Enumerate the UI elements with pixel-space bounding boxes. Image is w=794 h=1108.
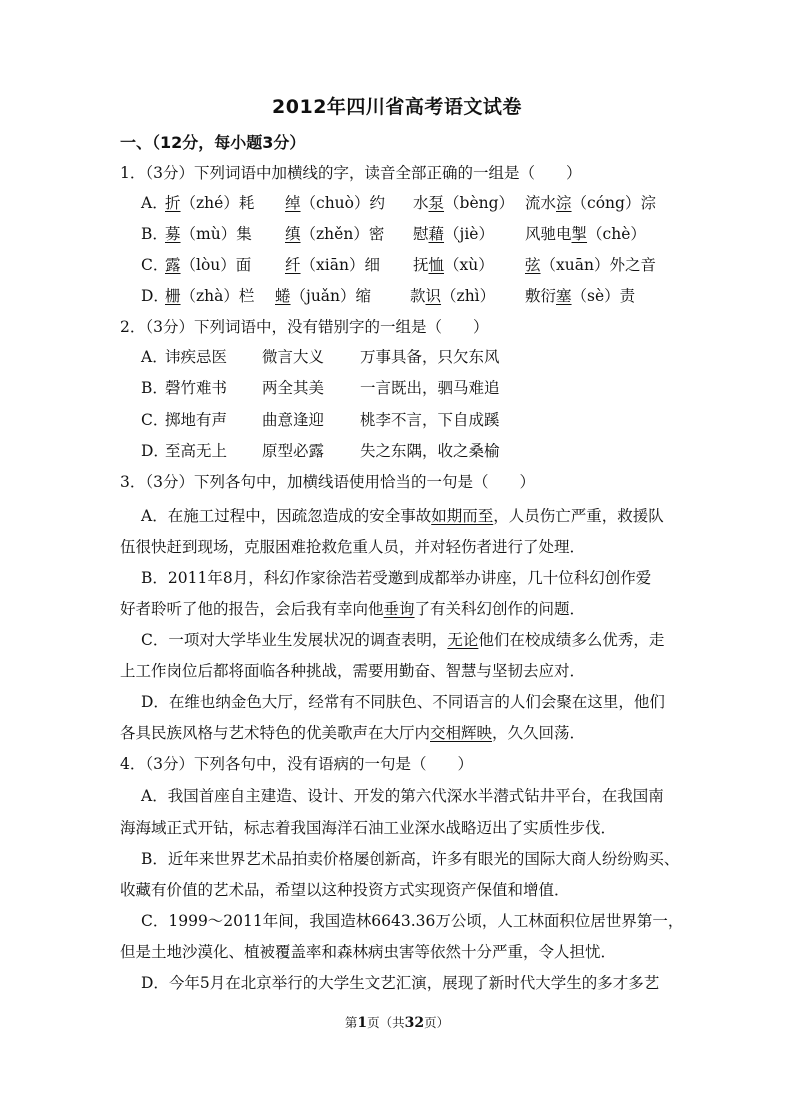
q2-d-word-2: 原型必露	[262, 442, 325, 460]
q2-b-word-3: 一言既出，驷马难追	[360, 379, 500, 397]
q2-c-word-3: 桃李不言，下自成蹊	[360, 411, 500, 429]
q4-option-b-line-1: B．近年来世界艺术品拍卖价格屡创新高，许多有眼光的国际大商人纷纷购买、	[141, 850, 680, 868]
q1-a-word-4: 流水淙（cóng）淙	[525, 194, 656, 212]
q3-option-b-line-1: B．2011年8月，科幻作家徐浩若受邀到成都举办讲座，几十位科幻创作爱	[141, 569, 652, 587]
q4-option-c-line-2: 但是土地沙漠化、植被覆盖率和森林病虫害等依然十分严重，令人担忧．	[120, 943, 617, 961]
q1-d-word-3: 款识（zhì）	[410, 287, 496, 305]
option-label: B．	[141, 225, 168, 243]
current-page-number: 1	[357, 1015, 368, 1031]
q1-a-word-3: 水泵（bèng）	[413, 194, 515, 212]
q3-option-d-line-2: 各具民族风格与艺术特色的优美歌声在大厅内交相辉映，久久回荡．	[120, 724, 586, 742]
option-label: D．	[141, 287, 169, 305]
q1-c-word-3: 抚恤（xù）	[413, 256, 494, 274]
q2-d-word-1: 至高无上	[165, 442, 228, 460]
q3-option-a-line-1: A．在施工过程中，因疏忽造成的安全事故如期而至，人员伤亡严重，救援队	[141, 507, 664, 525]
page-title: 2012年四川省高考语文试卷	[272, 96, 522, 118]
q4-option-a-line-1: A．我国首座自主建造、设计、开发的第六代深水半潜式钻井平台，在我国南	[141, 787, 664, 805]
q1-b-word-3: 慰藉（jiè）	[413, 225, 494, 243]
option-label: B．	[141, 379, 168, 397]
q3-option-c-line-1: C．一项对大学毕业生发展状况的调查表明，无论他们在校成绩多么优秀，走	[141, 631, 665, 649]
q1-a-word-2: 绰（chuò）约	[285, 194, 385, 212]
q1-d-word-1: 栅（zhà）栏	[165, 287, 255, 305]
q3-option-a-line-2: 伍很快赶到现场，克服困难抢救危重人员，并对轻伤者进行了处理．	[120, 538, 586, 556]
q2-a-word-3: 万事具备，只欠东风	[360, 348, 500, 366]
q2-b-word-1: 磬竹难书	[165, 379, 228, 397]
q1-d-word-4: 敷衍塞（sè）责	[525, 287, 636, 305]
q4-option-b-line-2: 收藏有价值的艺术品，希望以这种投资方式实现资产保值和增值．	[120, 881, 570, 899]
option-label: C．	[141, 411, 169, 429]
q4-option-a-line-2: 海海域正式开钻，标志着我国海洋石油工业深水战略迈出了实质性步伐．	[120, 819, 617, 837]
q4-option-c-line-1: C．1999～2011年间，我国造林6643.36万公顷，人工林面积位居世界第一，	[141, 912, 684, 930]
option-label: D．	[141, 442, 169, 460]
q1-b-word-1: 募（mù）集	[165, 225, 252, 243]
q2-c-word-1: 掷地有声	[165, 411, 228, 429]
question-1-stem: 1．（3分）下列词语中加横线的字，读音全部正确的一组是（ ）	[120, 164, 582, 182]
q4-option-d-line-1: D．今年5月在北京举行的大学生文艺汇演，展现了新时代大学生的多才多艺	[141, 974, 660, 992]
q2-a-word-1: 讳疾忌医	[165, 348, 228, 366]
page-footer: 第1页（共32页）	[344, 1015, 450, 1031]
section-heading: 一、（12分，每小题3分）	[120, 133, 306, 152]
q2-b-word-2: 两全其美	[262, 379, 325, 397]
q1-c-word-1: 露（lòu）面	[165, 256, 252, 274]
q3-option-b-line-2: 好者聆听了他的报告，会后我有幸向他垂询了有关科幻创作的问题．	[120, 600, 586, 618]
q1-d-word-2: 蜷（juǎn）缩	[275, 287, 372, 305]
q2-a-word-2: 微言大义	[262, 348, 325, 366]
question-3-stem: 3．（3分）下列各句中，加横线语使用恰当的一句是（ ）	[120, 473, 535, 491]
q1-c-word-4: 弦（xuān）外之音	[525, 256, 656, 274]
q2-c-word-2: 曲意逢迎	[262, 411, 325, 429]
q2-d-word-3: 失之东隅，收之桑榆	[360, 442, 500, 460]
option-label: A．	[141, 348, 168, 366]
q1-c-word-2: 纤（xiān）细	[285, 256, 380, 274]
option-label: A．	[141, 194, 168, 212]
question-4-stem: 4．（3分）下列各句中，没有语病的一句是（ ）	[120, 755, 473, 773]
option-label: C．	[141, 256, 169, 274]
question-2-stem: 2．（3分）下列词语中，没有错别字的一组是（ ）	[120, 318, 489, 336]
q1-b-word-2: 缜（zhěn）密	[285, 225, 385, 243]
total-page-count: 32	[404, 1015, 425, 1031]
q1-a-word-1: 折（zhé）耗	[165, 194, 255, 212]
q3-option-d-line-1: D．在维也纳金色大厅，经常有不同肤色、不同语言的人们会聚在这里，他们	[141, 693, 665, 711]
q1-b-word-4: 风驰电掣（chè）	[525, 225, 646, 243]
q3-option-c-line-2: 上工作岗位后都将面临各种挑战，需要用勤奋、智慧与坚韧去应对．	[120, 662, 586, 680]
